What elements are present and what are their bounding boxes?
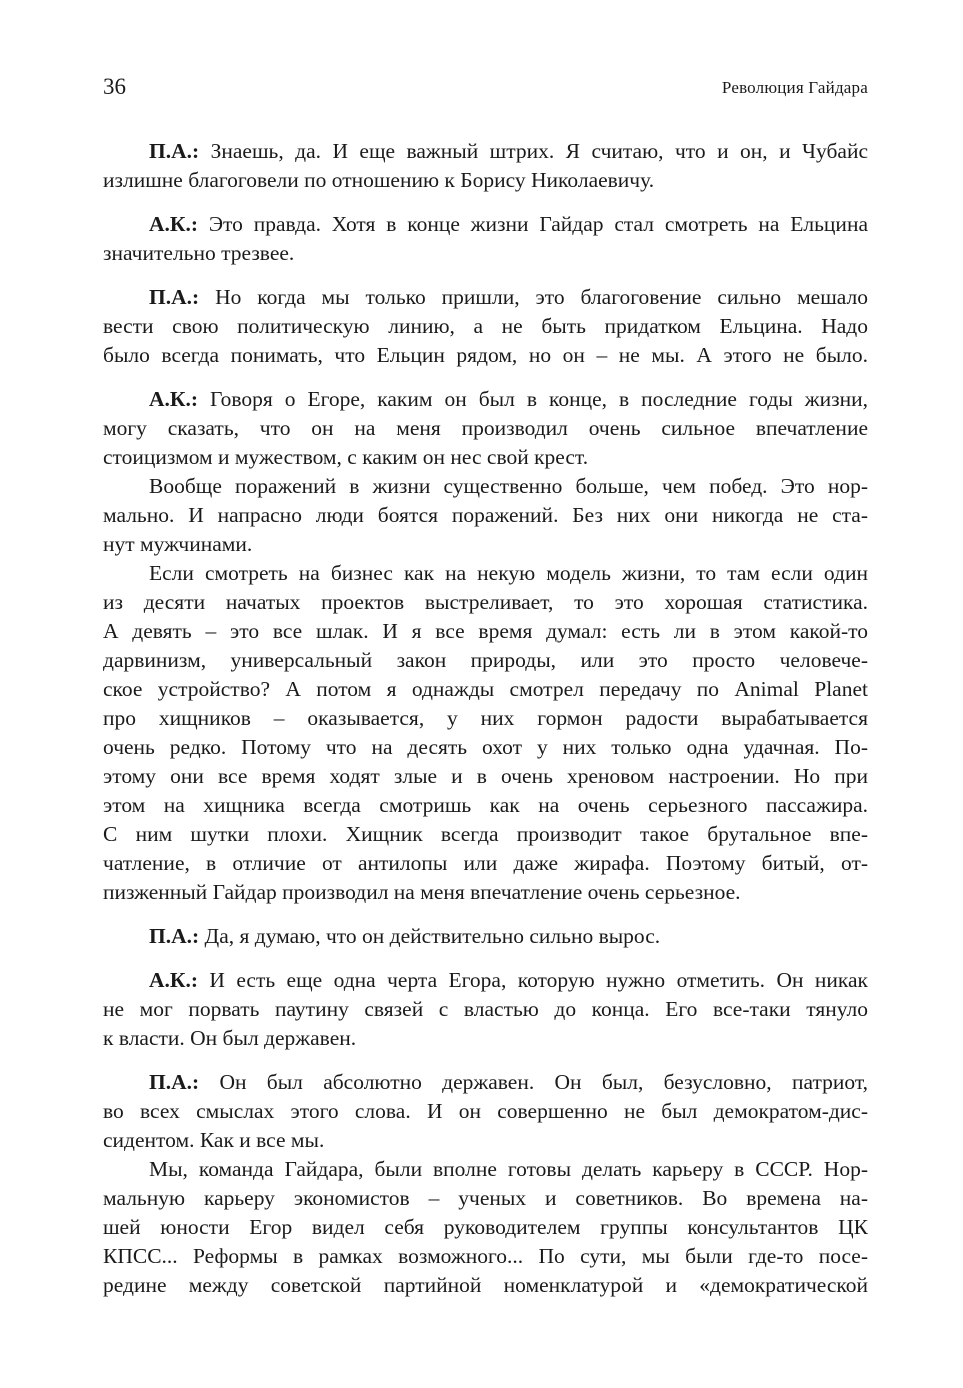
text-line: Мы, команда Гайдара, были вполне готовы делать карьеру в СССР. Нор- [149,1157,868,1181]
text-line: Говоря о Егоре, каким он был в конце, в последние годы жизни, [198,387,868,411]
text-line: А девять – это все шлак. И я все время думал: есть ли в этом какой-то [103,619,868,643]
text-line: значительно трезвее. [103,241,295,265]
dialogue-paragraph [103,283,868,370]
text-line: И есть еще одна черта Егора, которую нужно отметить. Он никак [198,968,868,992]
speaker-label: П.А.: [149,139,200,163]
dialogue-paragraph [103,385,868,907]
text-line: Вообще поражений в жизни существенно больше, чем побед. Это нор- [149,474,868,498]
text-line: Но когда мы только пришли, это благоговение сильно мешало [199,285,868,309]
text-line: мально. И напрасно люди боятся поражений. Без них они никогда не ста- [103,503,868,527]
text-line: нут мужчинами. [103,532,253,556]
dialogue-paragraph [103,922,868,951]
speaker-label: П.А.: [149,1070,200,1094]
text-line: Это правда. Хотя в конце жизни Гайдар стал смотреть на Ельцина [198,212,868,236]
text-line: этом на хищника всегда смотришь как на очень серьезного пассажира. [103,793,868,817]
text-line: Он был абсолютно державен. Он был, безусловно, патриот, [199,1070,868,1094]
dialogue-paragraph [103,1068,868,1300]
text-line: мальную карьеру экономистов – ученых и советников. Во времена на- [103,1186,868,1210]
text-line: про хищников – оказывается, у них гормон радости вырабатывается [103,706,868,730]
page-header [103,74,868,104]
text-line: излишне благоговели по отношению к Борису Николаевичу. [103,168,655,192]
dialogue-paragraph [103,966,868,1053]
text-line: Да, я думаю, что он действительно сильно вырос. [199,924,661,948]
text-line: к власти. Он был державен. [103,1026,357,1050]
text-line: чатление, в отличие от антилопы или даже жирафа. Поэтому битый, от- [103,851,868,875]
speaker-label: А.К.: [149,968,199,992]
text-line: очень редко. Потому что на десять охот у них только одна удачная. По- [103,735,868,759]
text-line: сидентом. Как и все мы. [103,1128,325,1152]
body-text [103,137,868,1300]
text-line: во всех смыслах этого слова. И он совершенно не был демократом-дис- [103,1099,868,1123]
text-line: стоицизмом и мужеством, с каким он нес свой крест. [103,445,589,469]
running-title: Революция Гайдара [721,78,868,97]
text-line: КПСС... Реформы в рамках возможного... По сути, мы были где-то посе- [103,1244,868,1268]
text-line: пизженный Гайдар производил на меня впечатление очень серьезное. [103,880,741,904]
text-line: Если смотреть на бизнес как на некую модель жизни, то там если один [149,561,868,585]
text-line: ское устройство? А потом я однажды смотрел передачу по Animal Planet [103,677,868,701]
speaker-label: П.А.: [149,285,200,309]
dialogue-paragraph [103,137,868,195]
speaker-label: А.К.: [149,212,199,236]
text-line: из десяти начатых проектов выстреливает, то это хорошая статистика. [103,590,868,614]
text-line: могу сказать, что он на меня производил очень сильное впечатление [103,416,868,440]
speaker-label: А.К.: [149,387,199,411]
text-line: дарвинизм, универсальный закон природы, или это просто человече- [103,648,868,672]
text-line: этому они все время ходят злые и в очень хреновом настроении. Но при [103,764,868,788]
page-number: 36 [103,74,126,99]
text-line: Знаешь, да. И еще важный штрих. Я считаю, что и он, и Чубайс [199,139,868,163]
text-line: редине между советской партийной номенклатурой и «демократической [103,1273,868,1297]
dialogue-paragraph [103,210,868,268]
text-line: было всегда понимать, что Ельцин рядом, но он – не мы. А этого не было. [103,343,868,367]
speaker-label: П.А.: [149,924,200,948]
text-line: вести свою политическую линию, а не быть придатком Ельцина. Надо [103,314,868,338]
text-line: не мог порвать паутину связей с властью до конца. Его все-таки тянуло [103,997,868,1021]
text-line: шей юности Егор видел себя руководителем группы консультантов ЦК [103,1215,868,1239]
text-line: С ним шутки плохи. Хищник всегда производит такое брутальное впе- [103,822,868,846]
